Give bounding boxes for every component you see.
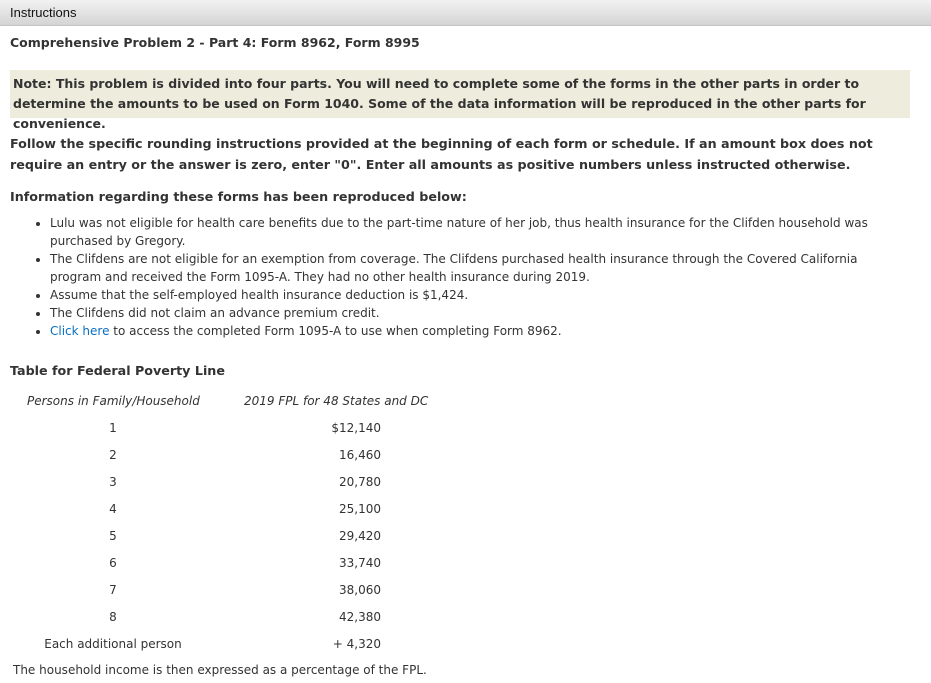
table-row bbox=[0, 529, 400, 547]
fpl-table-title: Table for Federal Poverty Line bbox=[10, 363, 225, 378]
fpl-cell: 33,740 bbox=[339, 556, 381, 570]
footer-note: The household income is then expressed as a percentage of the FPL. bbox=[13, 663, 427, 677]
list-item bbox=[50, 322, 900, 340]
fpl-cell: 20,780 bbox=[339, 475, 381, 489]
list-item: • Lulu was not eligible for health care benefits due to the part-time nature of her job, thus health insurance for the Clifden household was purchased by Gregory. bbox=[50, 214, 900, 250]
column-header-fpl: 2019 FPL for 48 States and DC bbox=[244, 394, 429, 408]
list-item: • Assume that the self-employed health insurance deduction is $1,424. bbox=[50, 286, 900, 304]
persons-cell: 7 bbox=[109, 583, 117, 597]
persons-cell: 3 bbox=[109, 475, 117, 489]
problem-title: Comprehensive Problem 2 - Part 4: Form 8962, Form 8995 bbox=[10, 35, 420, 50]
table-row bbox=[0, 610, 400, 628]
fpl-cell: 38,060 bbox=[339, 583, 381, 597]
persons-cell: 4 bbox=[109, 502, 117, 516]
instructions-header: Instructions bbox=[0, 0, 931, 26]
table-row bbox=[0, 475, 400, 493]
table-row bbox=[0, 556, 400, 574]
column-header-persons: Persons in Family/Household bbox=[27, 394, 200, 408]
fpl-cell: + 4,320 bbox=[332, 637, 381, 651]
persons-cell: 8 bbox=[109, 610, 117, 624]
persons-cell: 6 bbox=[109, 556, 117, 570]
info-heading: Information regarding these forms has been reproduced below: bbox=[10, 189, 467, 204]
link-description: to access the completed Form 1095-A to use when completing Form 8962. bbox=[109, 324, 562, 338]
fpl-cell: 29,420 bbox=[339, 529, 381, 543]
persons-cell: Each additional person bbox=[44, 637, 182, 651]
persons-cell: 5 bbox=[109, 529, 117, 543]
list-item: • The Clifdens did not claim an advance premium credit. bbox=[50, 304, 900, 322]
table-row bbox=[0, 448, 400, 466]
table-row bbox=[0, 502, 400, 520]
table-row bbox=[0, 637, 400, 655]
persons-cell: 2 bbox=[109, 448, 117, 462]
persons-cell: 1 bbox=[109, 421, 117, 435]
table-row bbox=[0, 421, 400, 439]
fpl-cell: 25,100 bbox=[339, 502, 381, 516]
form-1095a-link[interactable]: Click here bbox=[50, 324, 110, 338]
table-row bbox=[0, 583, 400, 601]
fpl-cell: 16,460 bbox=[339, 448, 381, 462]
fpl-cell: 42,380 bbox=[339, 610, 381, 624]
fpl-cell: $12,140 bbox=[331, 421, 381, 435]
note-box: Note: This problem is divided into four parts. You will need to complete some of the forms in the other parts in order to determine the amounts to be used on Form 1040. Some of the data information will be reproduced in the other parts for convenience. bbox=[10, 70, 910, 118]
list-item: • The Clifdens are not eligible for an exemption from coverage. The Clifdens purchased health insurance through the Covered California program and received the Form 1095-A. They had no other health insurance during 2019. bbox=[50, 250, 900, 286]
info-list bbox=[32, 214, 900, 340]
rounding-instructions: Follow the specific rounding instructions provided at the beginning of each form or schedule. If an amount box does not require an entry or the answer is zero, enter "0". Enter all amounts as positive numbers unless instructed otherwise. bbox=[10, 136, 873, 172]
